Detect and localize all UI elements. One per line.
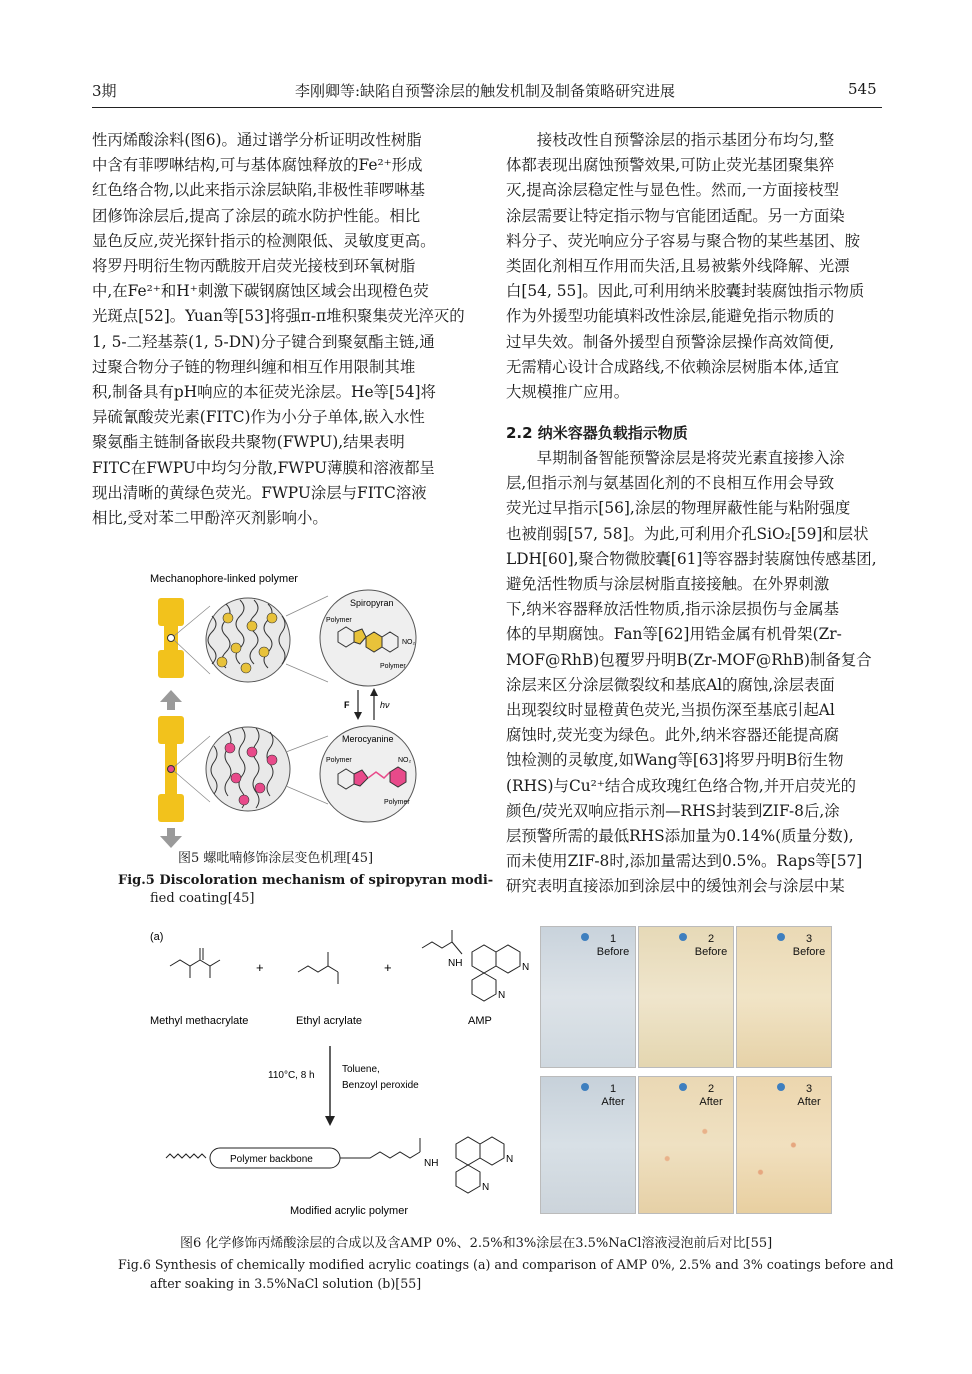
left-column-line: 显色反应,荧光探针指示的检测限低、灵敏度更高。 — [92, 231, 436, 250]
hole-marker — [777, 933, 785, 941]
hole-marker — [581, 1083, 589, 1091]
polymer-label-4: Polymer — [384, 799, 410, 806]
header-rule — [92, 107, 882, 108]
fig5-top-title: Mechanophore-linked polymer — [150, 573, 298, 585]
hv-label: hν — [380, 700, 390, 710]
photo-num: 1 — [609, 933, 617, 945]
photo-state: After — [601, 1096, 625, 1108]
fig5-caption-en-2: fied coating[45] — [150, 891, 255, 906]
no2-label-1: NO₂ — [402, 639, 416, 646]
photo-after-1 — [540, 1076, 636, 1214]
left-column-line: 异硫氰酸荧光素(FITC)作为小分子单体,嵌入水性 — [92, 408, 425, 427]
fig5-caption-cn: 图5 螺吡喃修饰涂层变色机理[45] — [178, 851, 374, 866]
left-column-line: 将罗丹明衍生物丙酰胺开启荧光接枝到环氧树脂 — [92, 257, 416, 276]
right-column-line: 接枝改性自预警涂层的指示基团分布均匀,整 — [536, 131, 835, 149]
left-column-line: 现出清晰的黄绿色荧光。FWPU涂层与FITC溶液 — [92, 483, 427, 502]
hole-marker — [679, 1083, 687, 1091]
product-n-1: N — [506, 1154, 514, 1165]
polymer-label-3: Polymer — [326, 757, 352, 764]
right-column-line: 体都表现出腐蚀预警效果,可防止荧光基团聚集猝 — [506, 156, 835, 175]
photo-before-1 — [540, 926, 636, 1068]
right-column-2-line: 涂层来区分涂层微裂纹和基底Al的腐蚀,涂层表面 — [506, 675, 835, 694]
right-column-2-line: 而未使用ZIF-8时,添加量需达到0.5%。Raps等[57] — [506, 852, 863, 871]
right-column-2-line: MOF@RhB)包覆罗丹明B(Zr-MOF@RhB)制备复合 — [506, 650, 872, 669]
right-column-text — [506, 128, 884, 405]
right-column-2-line: 颜色/荧光双响应指示剂—RHS封装到ZIF-8后,涂 — [506, 801, 840, 820]
photo-state: Before — [596, 946, 630, 958]
amp-n-2: N — [498, 990, 506, 1001]
hole-marker — [679, 933, 687, 941]
amp-label: AMP — [468, 1015, 492, 1027]
right-column-2-line: 出现裂纹时显橙黄色荧光,当损伤深至基底引起Al — [506, 701, 835, 720]
right-column-line: 料分子、荧光响应分子容易与聚合物的某些基团、胺 — [506, 231, 860, 250]
fig6a-scheme — [140, 926, 535, 1226]
left-column-line: 红色络合物,以此来指示涂层缺陷,非极性菲啰啉基 — [92, 181, 425, 200]
product-label: Modified acrylic polymer — [290, 1205, 408, 1217]
right-column-2-line: 蚀检测的灵敏度,如Wang等[63]将罗丹明B衍生物 — [506, 751, 844, 770]
fig5-diagram — [140, 566, 440, 852]
right-column-2-line: 下,纳米容器释放活性物质,指示涂层损伤与金属基 — [506, 600, 839, 619]
photo-state: Before — [792, 946, 826, 958]
left-column-line: 聚氨酯主链制备嵌段共聚物(FWPU),结果表明 — [92, 433, 405, 452]
photo-before-2 — [638, 926, 734, 1068]
photo-num: 2 — [707, 1083, 715, 1095]
photo-state: After — [797, 1096, 821, 1108]
spiropyran-label: Spiropyran — [350, 598, 394, 608]
photo-state: Before — [694, 946, 728, 958]
photo-state: After — [699, 1096, 723, 1108]
left-column-line: 团修饰涂层后,提高了涂层的疏水防护性能。相比 — [92, 206, 421, 225]
left-column-text — [92, 128, 472, 531]
polymer-label-2: Polymer — [380, 663, 406, 670]
amp-n-1: N — [522, 962, 530, 973]
photo-label-a1 — [591, 1083, 635, 1109]
photo-num: 3 — [805, 933, 813, 945]
photo-after-2 — [638, 1076, 734, 1214]
right-column-line: 涂层需要让特定指示物与官能团适配。另一方面染 — [506, 206, 845, 225]
right-column-line: 无需精心设计合成路线,不依赖涂层树脂本体,适宜 — [506, 357, 839, 376]
force-label: F — [344, 700, 350, 710]
fig5-caption-en-1-wrap — [118, 872, 493, 890]
right-column-2-line: 体的早期腐蚀。Fan等[62]用锆金属有机骨架(Zr- — [506, 625, 842, 644]
dogbone-top — [158, 598, 184, 678]
right-column-line: 大规模推广应用。 — [506, 383, 630, 402]
photo-label-b2 — [689, 933, 733, 959]
fig6-caption-en-1: Fig.6 Synthesis of chemically modified acrylic coatings (a) and comparison of AMP 0%, 2.5% and 3% coatings before and — [118, 1257, 894, 1272]
photo-label-a2 — [689, 1083, 733, 1109]
page-number: 545 — [848, 80, 877, 98]
amp-nh: NH — [448, 958, 463, 969]
fig6-caption-cn: 图6 化学修饰丙烯酸涂层的合成以及含AMP 0%、2.5%和3%涂层在3.5%NaCl溶液浸泡前后对比[55] — [180, 1236, 773, 1251]
left-column-line: 相比,受对苯二甲酚淬灭剂影响小。 — [92, 509, 328, 528]
photo-before-3 — [736, 926, 832, 1068]
fig6-caption-en-1-wrap — [118, 1256, 894, 1274]
left-column-line: 性丙烯酸涂料(图6)。通过谱学分析证明改性树脂 — [92, 131, 422, 149]
force-arrows — [344, 688, 390, 720]
product-n-2: N — [482, 1182, 490, 1193]
merocyanine-label: Merocyanine — [342, 734, 394, 744]
photo-label-a3 — [787, 1083, 831, 1109]
right-column-text-2 — [506, 446, 884, 900]
right-column-2-line: 荧光过早指示[56],涂层的物理屏蔽性能与粘附强度 — [506, 499, 851, 518]
left-column-line: FITC在FWPU中均匀分散,FWPU薄膜和溶液都呈 — [92, 458, 435, 477]
fig6-caption-en-2: after soaking in 3.5%NaCl solution (b)[55] — [150, 1276, 422, 1291]
polymer-network-top — [206, 598, 290, 682]
fig5-caption-en-1: Fig.5 Discoloration mechanism of spiropyran modi- — [118, 873, 494, 888]
right-column-2-line: 研究表明直接添加到涂层中的缓蚀剂会与涂层中某 — [506, 877, 845, 896]
running-title: 李刚卿等:缺陷自预警涂层的触发机制及制备策略研究进展 — [295, 82, 676, 100]
photo-label-b1 — [591, 933, 635, 959]
plus-1: + — [256, 960, 264, 975]
polymer-network-bottom — [206, 727, 290, 811]
right-column-2-line: 早期制备智能预警涂层是将荧光素直接掺入涂 — [536, 449, 845, 467]
plus-2: + — [384, 960, 392, 975]
backbone-label: Polymer backbone — [230, 1154, 313, 1165]
right-column-2-line: LDH[60],聚合物微胶囊[61]等容器封装腐蚀传感基团, — [506, 549, 877, 568]
condition-initiator: Benzoyl peroxide — [342, 1080, 419, 1091]
photo-after-3 — [736, 1076, 832, 1214]
right-column-line: 灭,提高涂层稳定性与显色性。然而,一方面接枝型 — [506, 181, 839, 200]
hole-marker — [581, 933, 589, 941]
left-column-line: 积,制备具有pH响应的本征荧光涂层。He等[54]将 — [92, 383, 436, 402]
dogbone-bottom — [158, 690, 184, 848]
right-column-2-line: 避免活性物质与涂层树脂直接接触。在外界刺激 — [506, 575, 830, 594]
figure-6a — [140, 926, 535, 1226]
right-column-line: 过早失效。制备外援型自预警涂层操作高效简便, — [506, 332, 835, 351]
issue-number: 3期 — [92, 82, 117, 100]
right-column-2-line: 层,但指示剂与氨基固化剂的不良相互作用会导致 — [506, 474, 835, 493]
left-column-line: 中含有菲啰啉结构,可与基体腐蚀释放的Fe²⁺形成 — [92, 156, 423, 175]
product-nh: NH — [424, 1158, 439, 1169]
right-column-2-line: 腐蚀时,荧光变为绿色。此外,纳米容器还能提高腐 — [506, 726, 839, 745]
right-column-line: 类固化剂相互作用而失活,且易被紫外线降解、光漂 — [506, 257, 850, 276]
ea-label: Ethyl acrylate — [296, 1015, 363, 1027]
photo-num: 3 — [805, 1083, 813, 1095]
merocyanine-structure — [320, 726, 416, 822]
photo-label-b3 — [787, 933, 831, 959]
polymer-label-1: Polymer — [326, 617, 352, 624]
figure-5 — [140, 566, 440, 852]
hole-marker — [777, 1083, 785, 1091]
mma-label: Methyl methacrylate — [150, 1015, 249, 1027]
left-column-line: 光斑点[52]。Yuan等[53]将强π-π堆积聚集荧光淬灭的 — [92, 307, 465, 326]
photo-num: 1 — [609, 1083, 617, 1095]
right-column-line: 作为外援型功能填料改性涂层,能避免指示物质的 — [506, 307, 835, 326]
right-column-2-line: 也被削弱[57, 58]。为此,可利用介孔SiO₂[59]和层状 — [506, 524, 869, 543]
right-column-2-line: 层预警所需的最低RHS添加量为0.14%(质量分数), — [506, 827, 854, 846]
condition-solvent: Toluene, — [342, 1064, 380, 1075]
right-column-2-line: (RHS)与Cu²⁺结合成玫瑰红色络合物,并开启荧光的 — [506, 776, 857, 795]
section-heading: 2.2 纳米容器负载指示物质 — [506, 424, 688, 442]
figure-6b — [540, 926, 832, 1216]
left-column-line: 中,在Fe²⁺和H⁺刺激下碳钢腐蚀区域会出现橙色荧 — [92, 282, 429, 301]
no2-label-2: NO₂ — [398, 757, 412, 764]
photo-num: 2 — [707, 933, 715, 945]
left-column-line: 过聚合物分子链的物理纠缠和相互作用限制其堆 — [92, 357, 416, 376]
left-column-line: 1, 5-二羟基萘(1, 5-DN)分子键合到聚氨酯主链,通 — [92, 332, 435, 351]
spiropyran-structure — [320, 590, 416, 686]
condition-temp: 110°C, 8 h — [268, 1070, 315, 1081]
right-column-line: 白[54, 55]。因此,可利用纳米胶囊封装腐蚀指示物质 — [506, 282, 865, 301]
panel-a-label: (a) — [150, 931, 164, 943]
